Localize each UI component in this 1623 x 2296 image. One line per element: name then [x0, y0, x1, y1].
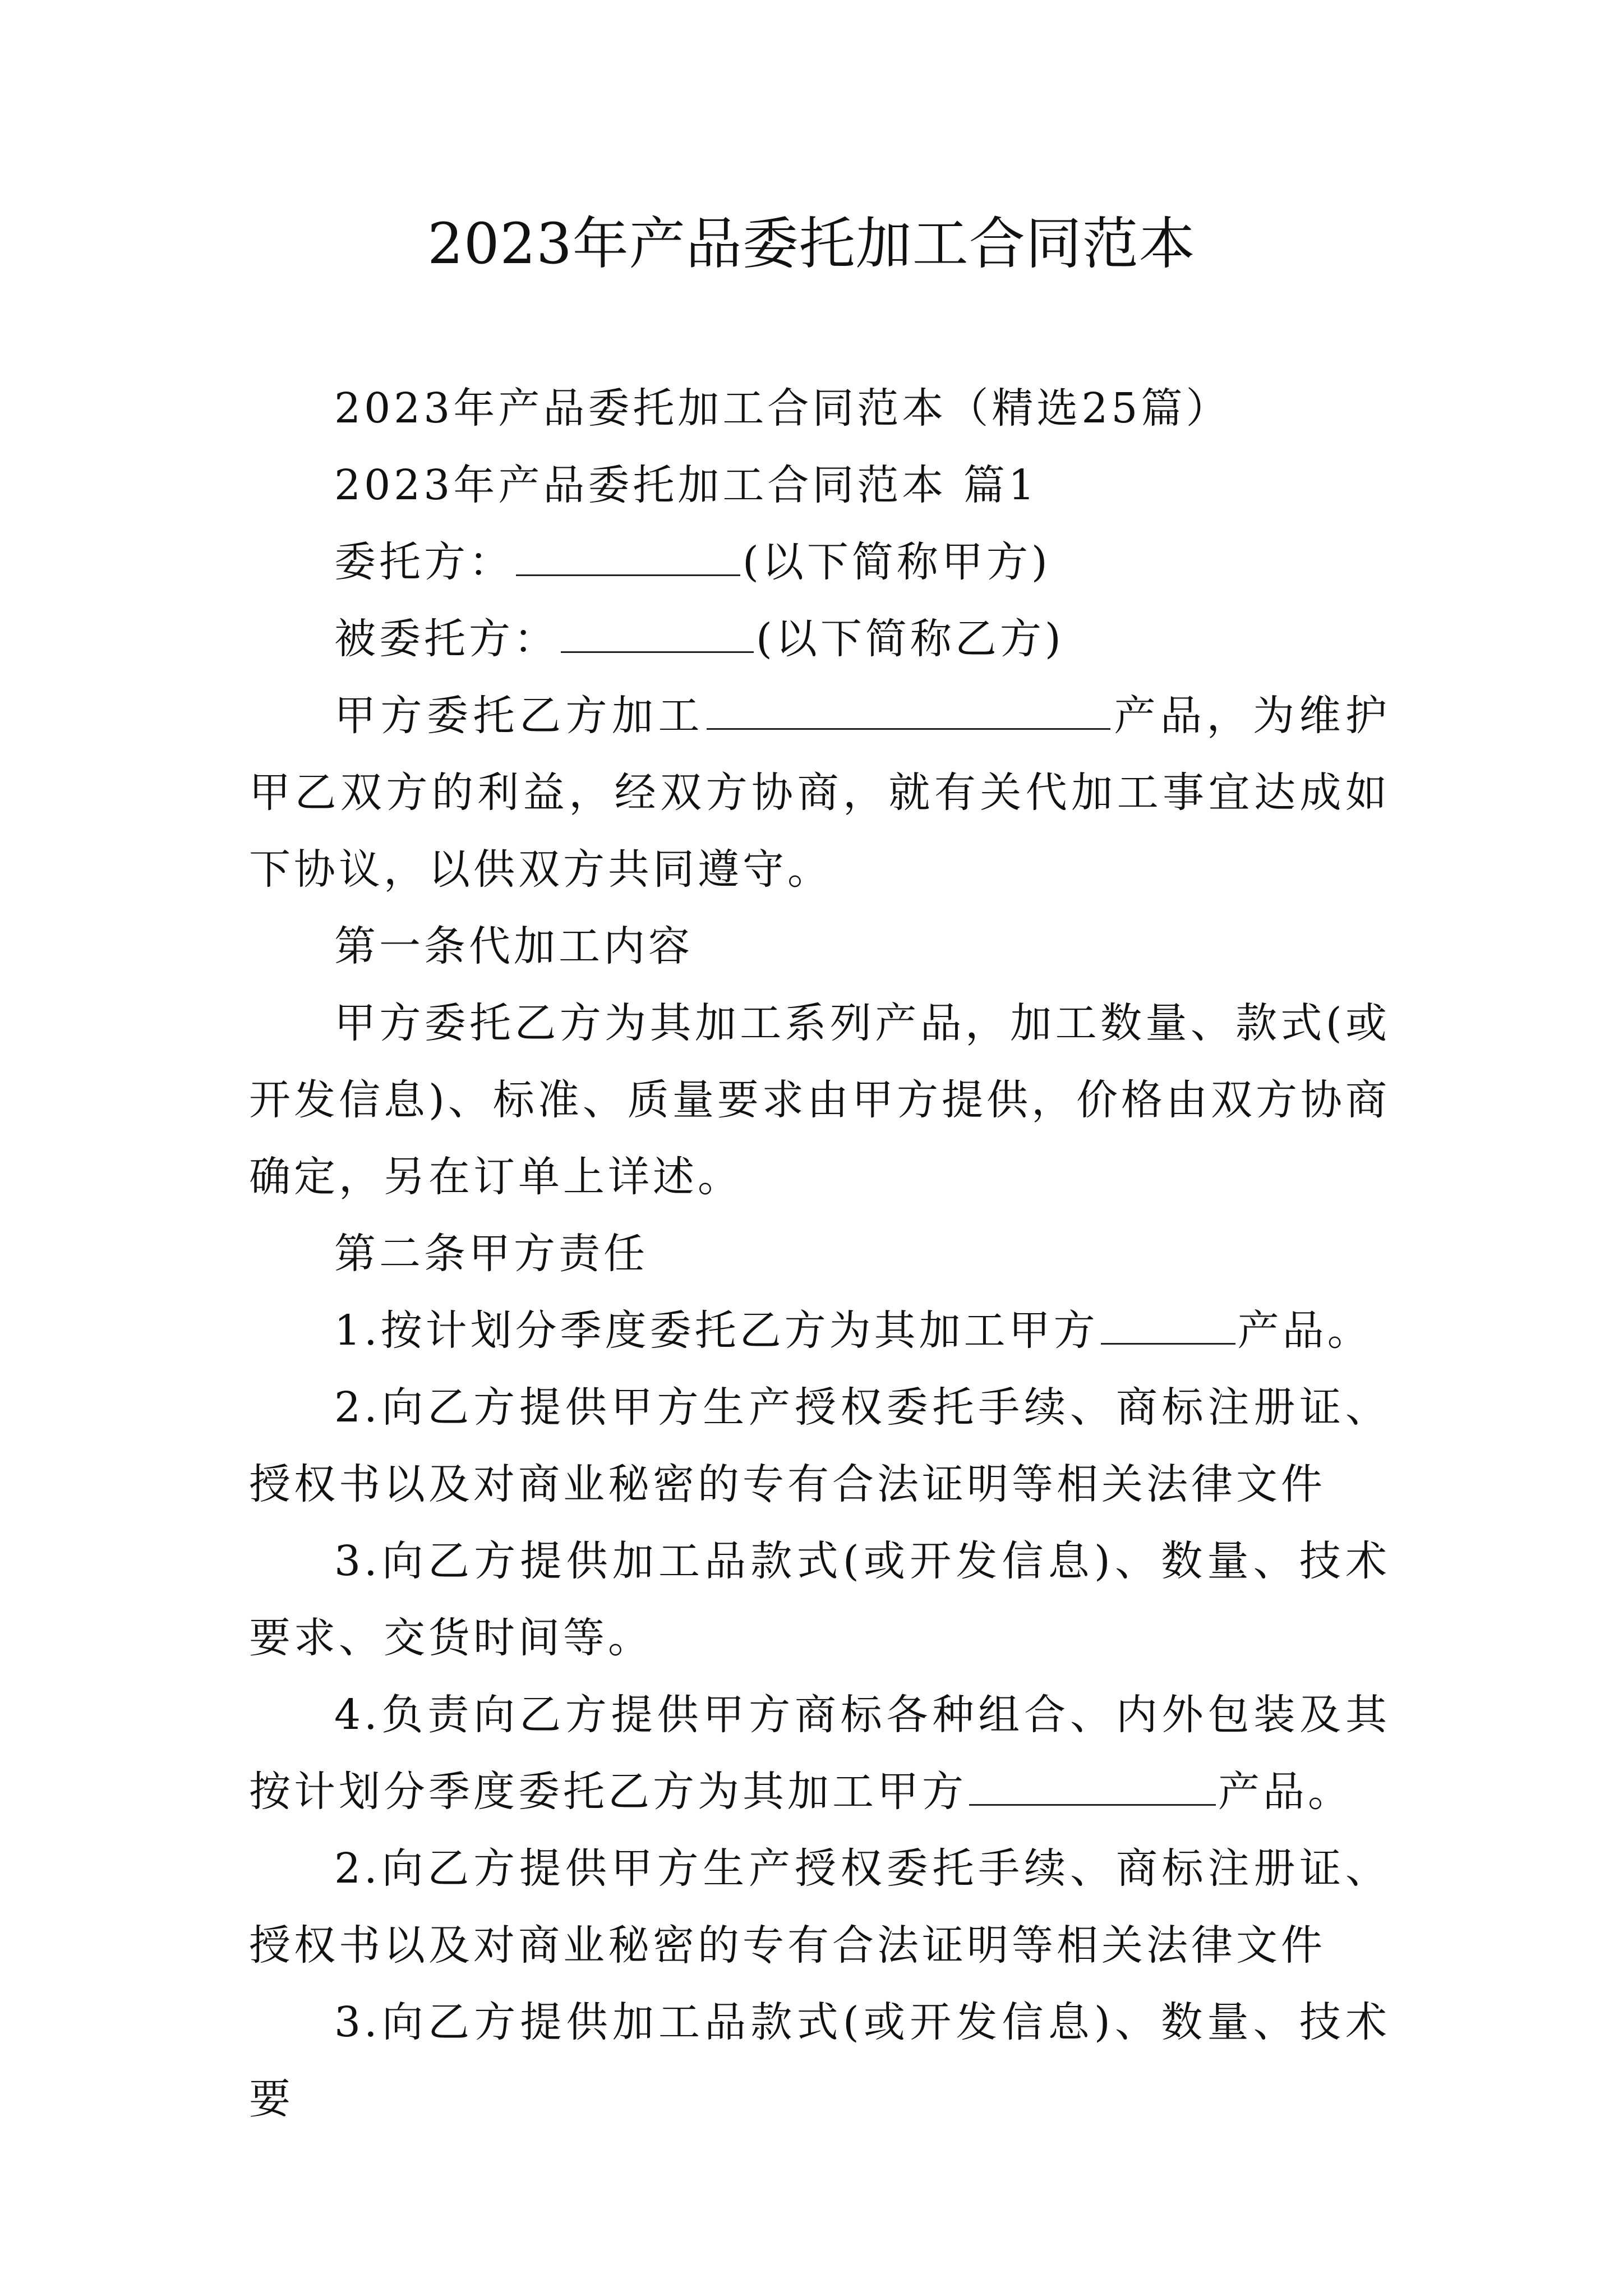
paragraph-text: 3.向乙方提供加工品款式(或开发信息)、数量、技术要求、交货时间等。: [249, 1537, 1390, 1662]
paragraph-text: 第一条代加工内容: [334, 922, 693, 970]
paragraph-text: 2023年产品委托加工合同范本 篇1: [334, 461, 1038, 509]
paragraph-text: 第二条甲方责任: [334, 1230, 648, 1278]
document-body: [249, 370, 1390, 2138]
paragraph-text: 2.向乙方提供甲方生产授权委托手续、商标注册证、授权书以及对商业秘密的专有合法证明等相关法律文件: [249, 1383, 1390, 1508]
paragraph-text-before: 1.按计划分季度委托乙方为其加工甲方: [334, 1306, 1099, 1355]
paragraph: [249, 1830, 1390, 1984]
paragraph: [249, 370, 1390, 447]
paragraph-text: 3.向乙方提供加工品款式(或开发信息)、数量、技术要: [249, 1998, 1390, 2123]
paragraph-text-before: 被委托方：: [334, 615, 559, 663]
paragraph: [249, 1292, 1390, 1369]
paragraph: [249, 678, 1390, 908]
document-title: 2023年产品委托加工合同范本: [427, 211, 1196, 277]
fill-in-blank-line[interactable]: [1101, 1299, 1235, 1345]
paragraph: [249, 908, 1390, 985]
paragraph: [249, 447, 1390, 524]
fill-in-blank-line[interactable]: [561, 608, 754, 653]
paragraph-text: 2.向乙方提供甲方生产授权委托手续、商标注册证、授权书以及对商业秘密的专有合法证明等相关法律文件: [249, 1844, 1390, 1970]
paragraph-text-before: 甲方委托乙方加工: [334, 692, 704, 740]
paragraph-text-after: 产品。: [1218, 1768, 1353, 1816]
paragraph-text: 2023年产品委托加工合同范本（精选25篇）: [334, 384, 1231, 432]
paragraph-text-after: 产品。: [1237, 1306, 1372, 1355]
fill-in-blank-line[interactable]: [516, 531, 740, 576]
paragraph-text-after: 产品，为维护甲乙双方的利益，经双方协商，就有关代加工事宜达成如下协议，以供双方共同遵守。: [249, 692, 1390, 894]
paragraph-text-after: (以下简称甲方): [743, 538, 1051, 586]
fill-in-blank-line[interactable]: [707, 684, 1110, 730]
paragraph: [249, 1677, 1390, 1830]
paragraph-text: 甲方委托乙方为其加工系列产品，加工数量、款式(或开发信息)、标准、质量要求由甲方提供，价格由双方协商确定，另在订单上详述。: [249, 999, 1390, 1201]
paragraph-text-before: 委托方：: [334, 538, 514, 586]
fill-in-blank-line[interactable]: [969, 1760, 1216, 1806]
paragraph: [249, 1216, 1390, 1292]
paragraph: [249, 1369, 1390, 1523]
paragraph: [249, 601, 1390, 678]
paragraph-text-before: 4.负责向乙方提供甲方商标各种组合、内外包装及其按计划分季度委托乙方为其加工甲方: [249, 1691, 1390, 1816]
paragraph: [249, 524, 1390, 601]
paragraph: [249, 1984, 1390, 2138]
paragraph: [249, 1523, 1390, 1677]
paragraph-text-after: (以下简称乙方): [756, 615, 1064, 663]
paragraph: [249, 985, 1390, 1216]
